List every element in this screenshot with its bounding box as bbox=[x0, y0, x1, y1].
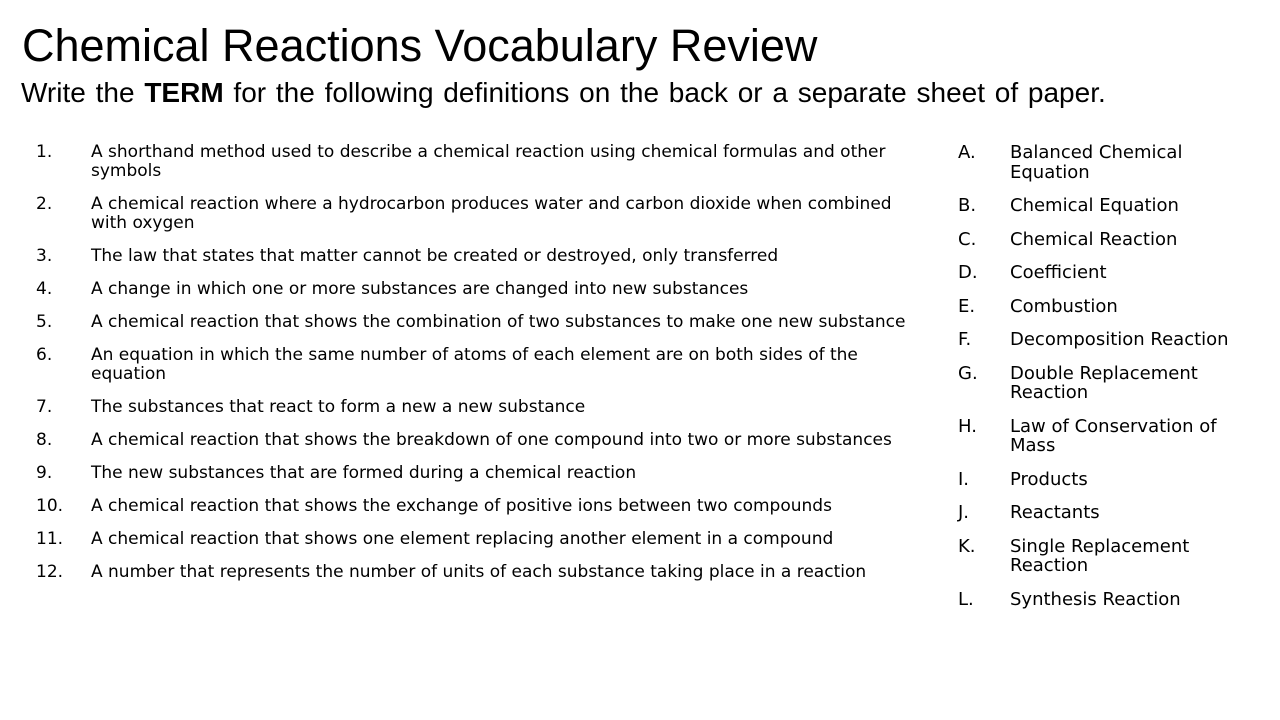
terms-list bbox=[958, 143, 1258, 623]
term-letter: F. bbox=[958, 329, 972, 350]
definition-number: 8. bbox=[36, 430, 53, 450]
definition-text: An equation in which the same number of atoms of each element are on both sides of the equation bbox=[91, 345, 858, 384]
definition-number: 4. bbox=[36, 279, 53, 299]
definition-item bbox=[36, 247, 916, 266]
term-letter: L. bbox=[958, 588, 974, 610]
definition-number: 7. bbox=[36, 397, 53, 417]
term-letter: G. bbox=[958, 362, 978, 384]
term-text: Chemical Reaction bbox=[1010, 228, 1178, 250]
instructions-emphasis: TERM bbox=[144, 77, 224, 108]
term-letter: E. bbox=[958, 295, 976, 317]
definition-item bbox=[36, 195, 916, 233]
term-item bbox=[958, 470, 1258, 490]
term-letter: A. bbox=[958, 142, 976, 163]
instructions-rest: for the following definitions on the back or a separate sheet of paper. bbox=[223, 77, 1106, 108]
instructions-lead: Write the bbox=[21, 77, 145, 108]
term-text: Coefficient bbox=[1010, 262, 1107, 283]
definition-item bbox=[36, 313, 916, 332]
definition-item bbox=[36, 563, 916, 582]
definition-text: The law that states that matter cannot be created or destroyed, only transferred bbox=[91, 246, 779, 266]
term-text: Double Replacement Reaction bbox=[1010, 362, 1198, 403]
definition-text: A chemical reaction that shows the breakdown of one compound into two or more substances bbox=[91, 430, 892, 450]
term-text: Products bbox=[1010, 468, 1088, 490]
definition-item bbox=[36, 530, 916, 549]
term-text: Single Replacement Reaction bbox=[1010, 535, 1190, 576]
term-item bbox=[958, 143, 1258, 182]
term-text: Decomposition Reaction bbox=[1010, 329, 1229, 350]
term-text: Combustion bbox=[1010, 295, 1118, 317]
term-item bbox=[958, 330, 1258, 350]
definition-number: 9. bbox=[36, 463, 53, 483]
term-letter: K. bbox=[958, 535, 976, 557]
term-item bbox=[958, 230, 1258, 250]
definition-text: A chemical reaction that shows the exchange of positive ions between two compounds bbox=[91, 496, 832, 516]
definition-number: 5. bbox=[36, 312, 53, 332]
term-letter: H. bbox=[958, 415, 977, 437]
definition-text: The substances that react to form a new a new substance bbox=[91, 397, 586, 417]
definition-item bbox=[36, 398, 916, 417]
term-text: Chemical Equation bbox=[1010, 195, 1179, 216]
definition-text: The new substances that are formed during a chemical reaction bbox=[91, 463, 637, 483]
term-letter: D. bbox=[958, 262, 978, 283]
definition-text: A change in which one or more substances are changed into new substances bbox=[91, 279, 749, 299]
definitions-list bbox=[36, 143, 916, 596]
term-text: Reactants bbox=[1010, 502, 1100, 523]
definition-item bbox=[36, 431, 916, 450]
definition-number: 3. bbox=[36, 246, 53, 266]
term-item bbox=[958, 263, 1258, 283]
definition-text: A shorthand method used to describe a chemical reaction using chemical formulas and other symbols bbox=[91, 142, 886, 181]
definition-item bbox=[36, 143, 916, 181]
definition-item bbox=[36, 497, 916, 516]
definition-text: A chemical reaction where a hydrocarbon produces water and carbon dioxide when combined with oxygen bbox=[91, 194, 892, 233]
term-letter: B. bbox=[958, 195, 977, 216]
term-item bbox=[958, 503, 1258, 523]
term-item bbox=[958, 297, 1258, 317]
term-item bbox=[958, 196, 1258, 216]
term-item bbox=[958, 364, 1258, 403]
term-letter: C. bbox=[958, 228, 977, 250]
definition-number: 11. bbox=[36, 529, 64, 549]
definition-number: 12. bbox=[36, 562, 64, 582]
term-item bbox=[958, 417, 1258, 456]
definition-number: 6. bbox=[36, 345, 53, 365]
instructions bbox=[21, 77, 1201, 109]
definition-text: A chemical reaction that shows the combination of two substances to make one new substance bbox=[91, 312, 906, 332]
page-title: Chemical Reactions Vocabulary Review bbox=[22, 20, 818, 71]
definition-item bbox=[36, 280, 916, 299]
term-text: Synthesis Reaction bbox=[1010, 588, 1181, 610]
term-text: Balanced Chemical Equation bbox=[1010, 142, 1183, 183]
term-item bbox=[958, 537, 1258, 576]
definition-number: 10. bbox=[36, 496, 64, 516]
definition-number: 1. bbox=[36, 142, 53, 162]
definition-item bbox=[36, 464, 916, 483]
term-letter: J. bbox=[958, 502, 970, 523]
term-letter: I. bbox=[958, 468, 970, 490]
term-text: Law of Conservation of Mass bbox=[1010, 415, 1217, 456]
term-item bbox=[958, 590, 1258, 610]
definition-number: 2. bbox=[36, 194, 53, 214]
definition-text: A number that represents the number of units of each substance taking place in a reaction bbox=[91, 562, 867, 582]
definition-text: A chemical reaction that shows one element replacing another element in a compound bbox=[91, 529, 834, 549]
definition-item bbox=[36, 346, 916, 384]
